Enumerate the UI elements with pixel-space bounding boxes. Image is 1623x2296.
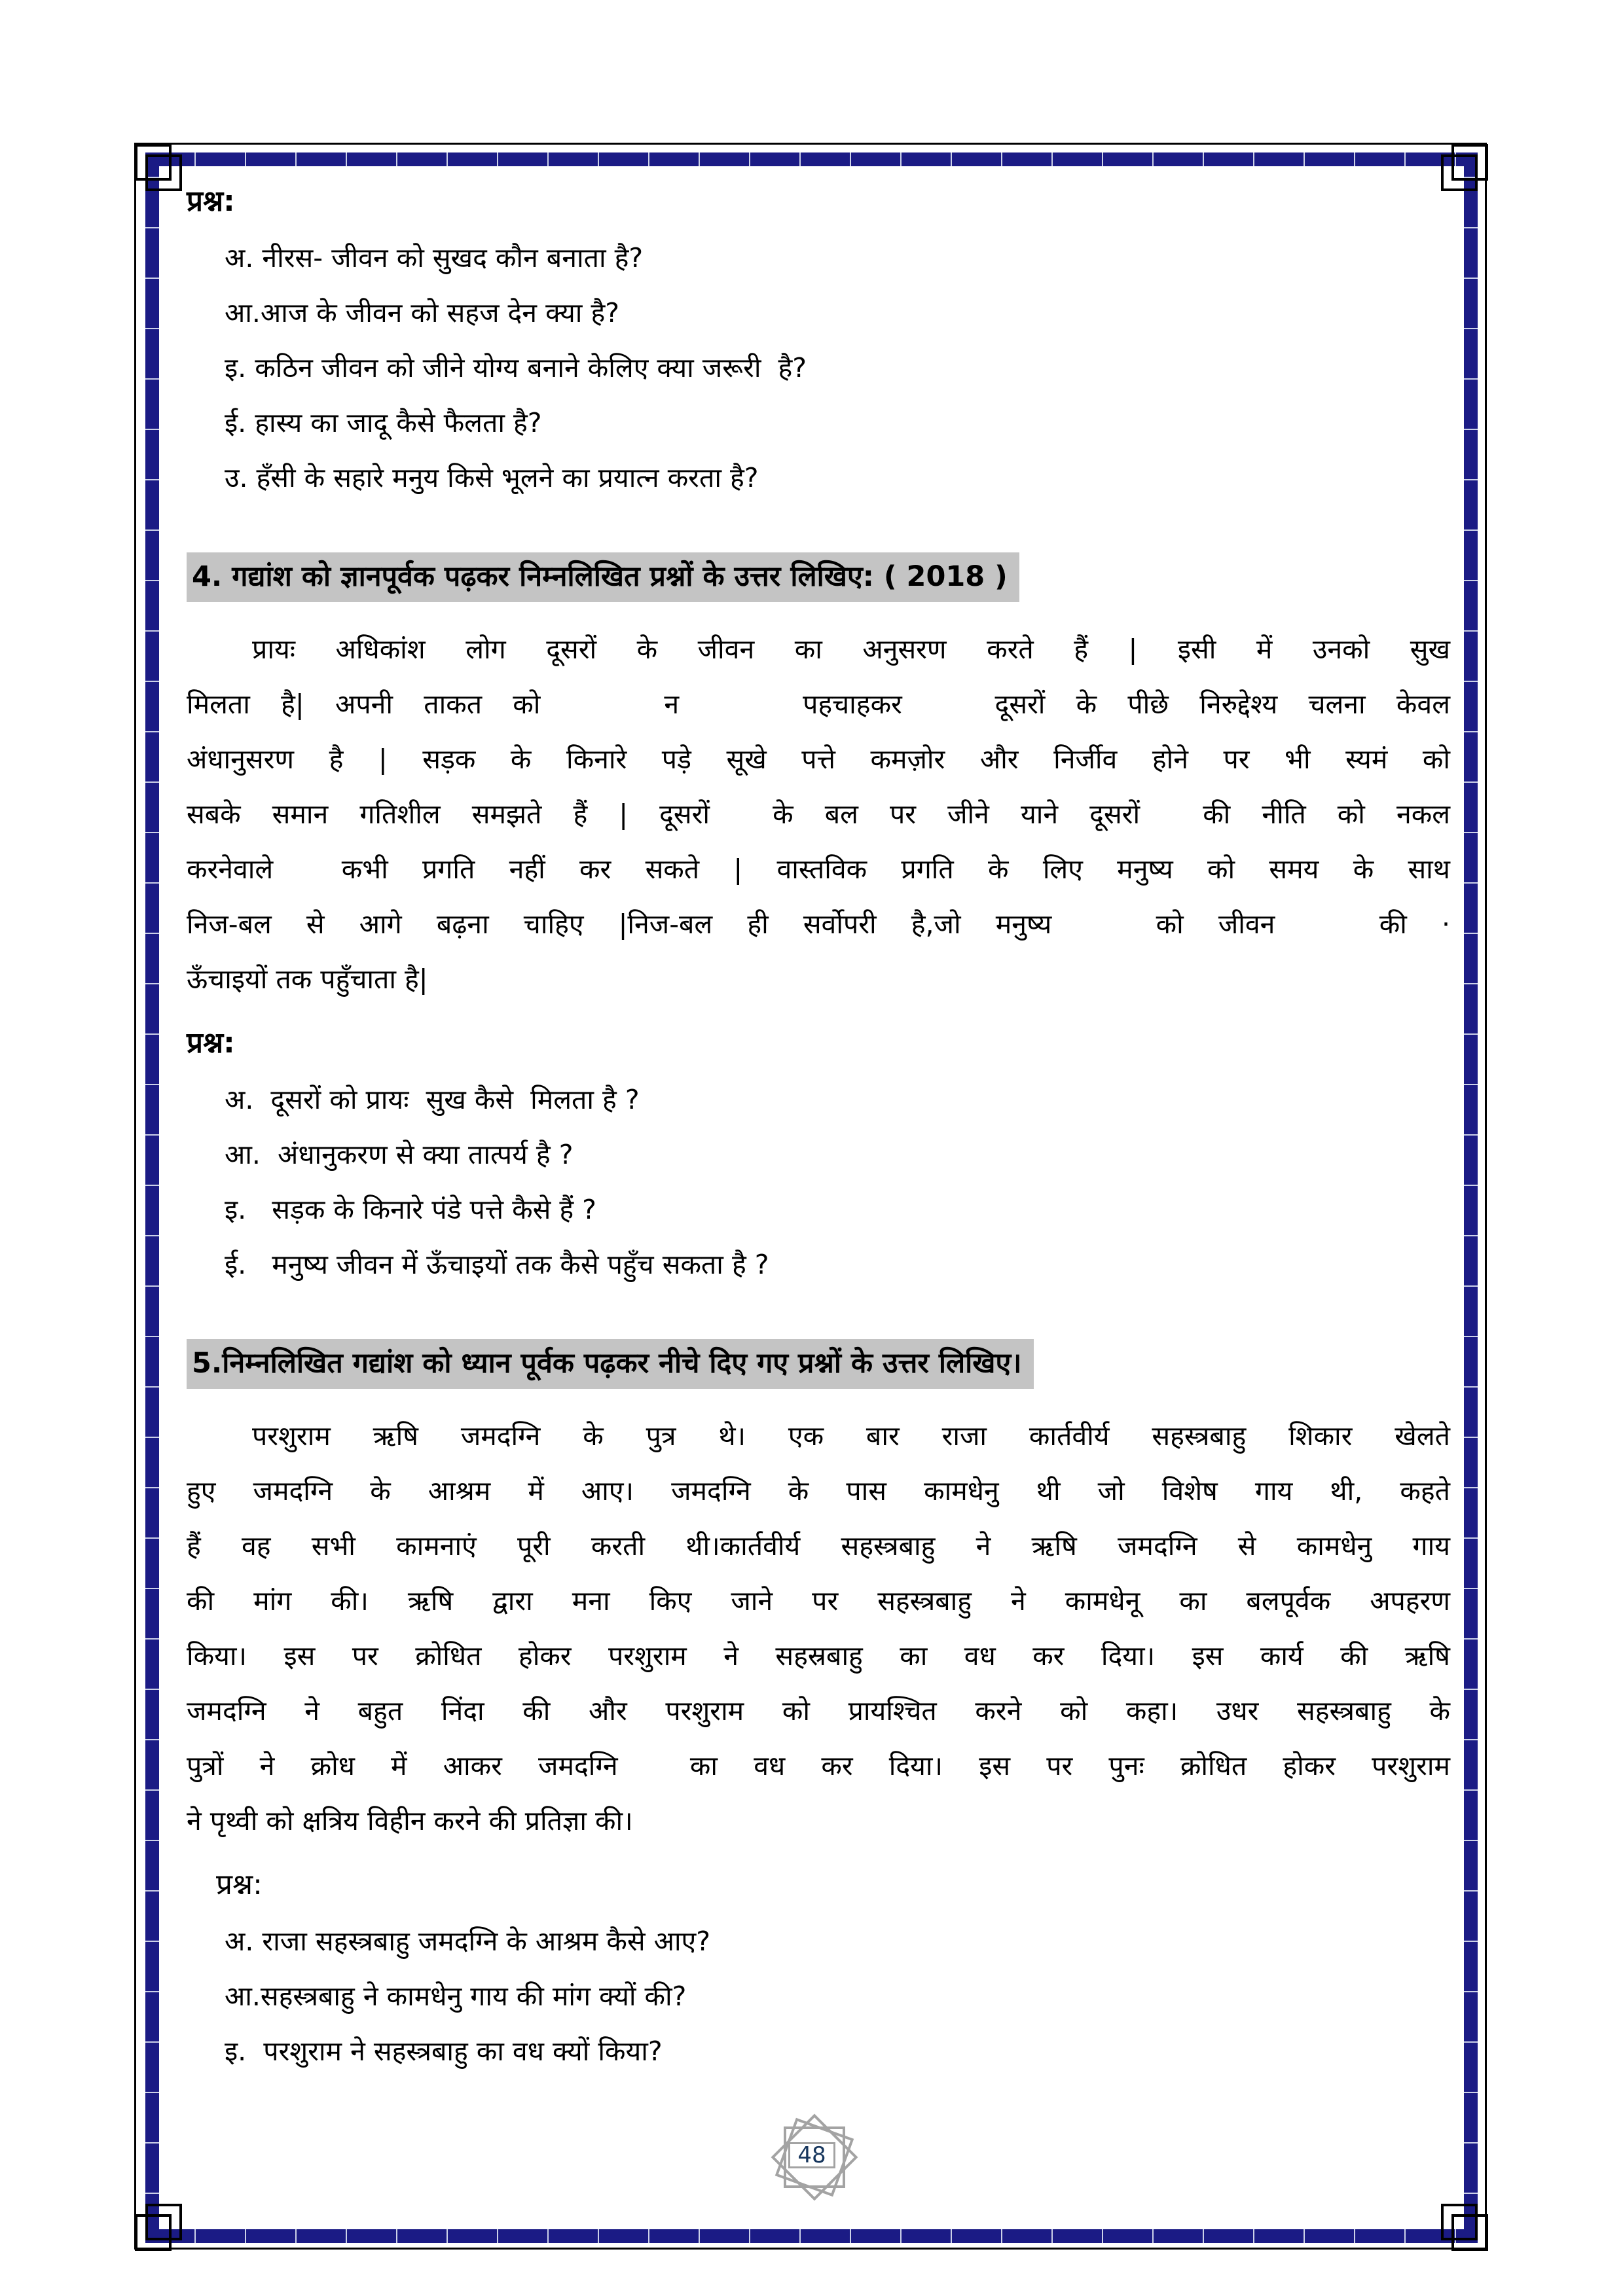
question-item: अ. राजा सहस्त्रबाहु जमदग्नि के आश्रम कैसे आए? xyxy=(225,1926,710,1957)
section4-passage xyxy=(187,622,1450,1007)
page-border-band-left xyxy=(145,152,159,2243)
page-number-ornament xyxy=(771,2114,852,2195)
corner-ornament-icon xyxy=(145,2204,182,2240)
section5-heading: 5.निम्नलिखित गद्यांश को ध्यान पूर्वक पढ़कर नीचे दिए गए प्रश्नों के उत्तर लिखिए। xyxy=(187,1339,1034,1389)
question-item: आ.सहस्त्रबाहु ने कामधेनु गाय की मांग क्यों की? xyxy=(225,1981,687,2012)
question-item: आ.आज के जीवन को सहज देन क्या है? xyxy=(225,297,619,329)
question-list-section5 xyxy=(187,1914,1450,2079)
passage-line: ने पृथ्वी को क्षत्रिय विहीन करने की प्रतिज्ञा की। xyxy=(187,1805,633,1837)
passage-line: पुत्रों ने क्रोध में आकर जमदग्नि का वध कर दिया। इस पर पुनः क्रोधित होकर परशुराम xyxy=(187,1750,1450,1782)
questions-heading-top: प्रश्न: xyxy=(187,185,235,218)
page-border-band-right xyxy=(1464,152,1478,2243)
question-item: उ. हँसी के सहारे मनुय किसे भूलने का प्रयात्न करता है? xyxy=(225,462,759,493)
passage-line: जमदग्नि ने बहुत निंदा की और परशुराम को प्रायश्चित करने को कहा। उधर सहस्त्रबाहु के xyxy=(187,1695,1450,1727)
page-number: 48 xyxy=(797,2142,826,2168)
question-list-section4 xyxy=(187,1072,1450,1292)
questions-heading-section5: प्रश्न: xyxy=(216,1868,263,1901)
question-item: अ. दूसरों को प्रायः सुख कैसे मिलता है ? xyxy=(225,1084,640,1115)
page-content xyxy=(187,181,1450,2079)
question-item: इ. सड़क के किनारे पंडे पत्ते कैसे हैं ? xyxy=(225,1194,596,1225)
passage-line: सबके समान गतिशील समझते हैं | दूसरों के बल पर जीने याने दूसरों की नीति को नकल xyxy=(187,798,1450,830)
passage-line: निज-बल से आगे बढ़ना चाहिए |निज-बल ही सर्वोपरी है,जो मनुष्य को जीवन की · xyxy=(187,908,1450,940)
question-list-top xyxy=(187,230,1450,505)
corner-ornament-icon xyxy=(1441,2204,1478,2240)
passage-line: मिलता है| अपनी ताकत को न पहचाहकर दूसरों के पीछे निरुद्देश्य चलना केवल xyxy=(187,689,1450,720)
section5-passage xyxy=(187,1408,1450,1848)
question-item: अ. नीरस- जीवन को सुखद कौन बनाता है? xyxy=(225,242,644,274)
question-item: इ. परशुराम ने सहस्त्रबाहु का वध क्यों किया? xyxy=(225,2036,663,2067)
passage-line: अंधानुसरण है | सड़क के किनारे पड़े सूखे पत्ते कमज़ोर और निर्जीव होने पर भी स्यमं को xyxy=(187,744,1450,775)
passage-line: किया। इस पर क्रोधित होकर परशुराम ने सहस्रबाहु का वध कर दिया। इस कार्य की ऋषि xyxy=(187,1640,1450,1672)
passage-line: प्रायः अधिकांश लोग दूसरों के जीवन का अनुसरण करते हैं | इसी में उनको सुख xyxy=(252,634,1450,665)
question-item: इ. कठिन जीवन को जीने योग्य बनाने केलिए क्या जरूरी है? xyxy=(225,352,807,384)
page-border-band-top xyxy=(145,152,1478,166)
questions-heading-section4: प्रश्न: xyxy=(187,1026,235,1060)
passage-line: ऊँचाइयों तक पहुँचाता है| xyxy=(187,963,428,995)
question-item: ई. हास्य का जादू कैसे फैलता है? xyxy=(225,407,542,439)
page-border-band-bottom xyxy=(145,2229,1478,2243)
question-item: ई. मनुष्य जीवन में ऊँचाइयों तक कैसे पहुँच सकता है ? xyxy=(225,1249,769,1280)
passage-line: हुए जमदग्नि के आश्रम में आए। जमदग्नि के पास कामधेनु थी जो विशेष गाय थी, कहते xyxy=(187,1475,1450,1507)
passage-line: हैं वह सभी कामनाएं पूरी करती थी।कार्तवीर्य सहस्त्रबाहु ने ऋषि जमदग्नि से कामधेनु गाय xyxy=(187,1530,1450,1562)
passage-line: करनेवाले कभी प्रगति नहीं कर सकते | वास्तविक प्रगति के लिए मनुष्य को समय के साथ xyxy=(187,853,1450,885)
passage-line: परशुराम ऋषि जमदग्नि के पुत्र थे। एक बार राजा कार्तवीर्य सहस्त्रबाहु शिकार खेलते xyxy=(252,1420,1450,1452)
corner-ornament-icon xyxy=(145,154,182,191)
passage-line: की मांग की। ऋषि द्वारा मना किए जाने पर सहस्त्रबाहु ने कामधेनू का बलपूर्वक अपहरण xyxy=(187,1585,1450,1617)
page-number-box xyxy=(788,2142,835,2168)
section4-heading: 4. गद्यांश को ज्ञानपूर्वक पढ़कर निम्नलिखित प्रश्नों के उत्तर लिखिए: ( 2018 ) xyxy=(187,552,1019,602)
question-item: आ. अंधानुकरण से क्या तात्पर्य है ? xyxy=(225,1139,574,1170)
